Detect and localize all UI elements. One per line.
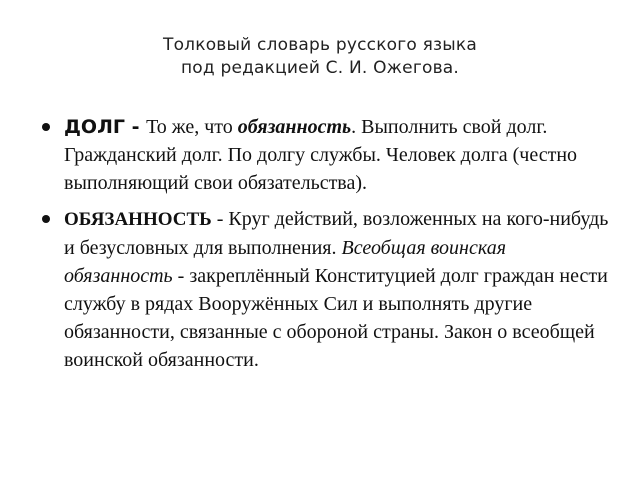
headword-separator: - xyxy=(124,116,147,138)
headword-dolg: ДОЛГ xyxy=(64,116,125,138)
headword-obyazannost: ОБЯЗАННОСТЬ xyxy=(64,209,212,230)
bullet-icon xyxy=(42,123,50,131)
definition-text: - закреплённый Конституцией долг граждан нести службу в рядах Вооружённых Сил и выполнять другие обязанности, связанные с обороной страны. Закон о всеобщей воинской обязанности. xyxy=(64,265,608,371)
slide-title-line-1: Толковый словарь русского языка xyxy=(162,35,477,55)
entry-dolg xyxy=(42,113,612,197)
definition-text: Круг действий, возложенных на кого-нибудь и безусловных для выполнения. xyxy=(64,208,609,259)
definition-text: То же, что xyxy=(146,116,238,138)
definition-emphasis: Всеобщая воинская обязанность xyxy=(64,237,507,287)
definition-emphasis: обязанность xyxy=(237,116,352,138)
slide-title-line-2: под редакцией С. И. Ожегова. xyxy=(180,58,460,78)
entry-obyazannost xyxy=(42,205,612,374)
dictionary-entries xyxy=(42,113,612,382)
bullet-icon xyxy=(42,215,50,223)
headword-separator: - xyxy=(211,208,229,230)
slide-title xyxy=(0,34,640,80)
definition-text: . Выполнить свой долг. Гражданский долг. По долгу службы. Человек долга (честно выполняющий свои обязательства). xyxy=(64,116,578,194)
